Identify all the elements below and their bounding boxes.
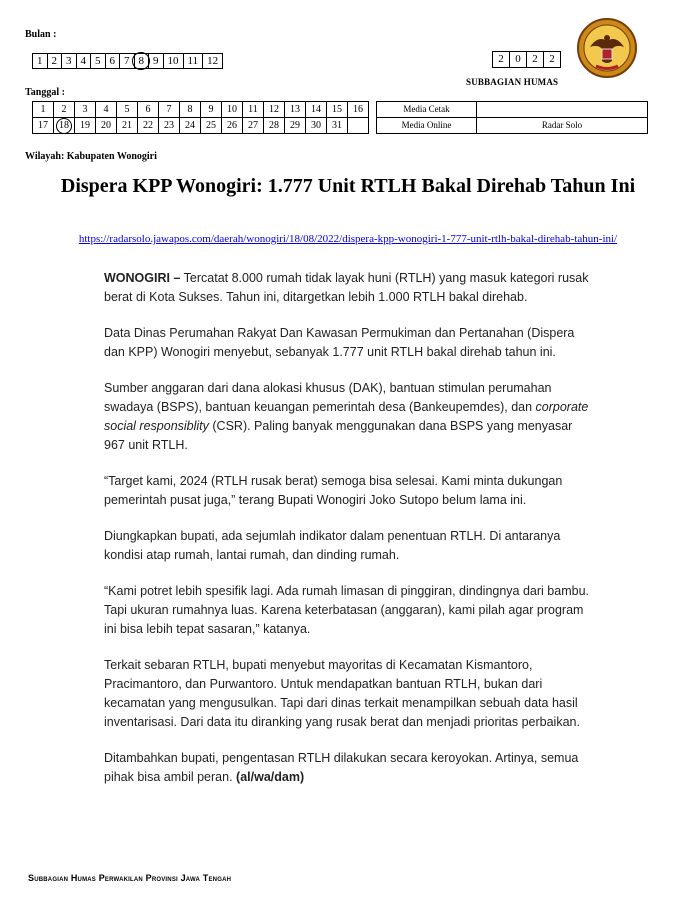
date-cell: 31 (327, 118, 348, 133)
date-cell: 30 (306, 118, 327, 133)
footer-text: Subbagian Humas Perwakilan Provinsi Jawa Tengah (28, 873, 232, 883)
wilayah-label: Wilayah: Kabupaten Wonogiri (25, 151, 157, 162)
article-paragraph: Terkait sebaran RTLH, bupati menyebut mayoritas di Kecamatan Kismantoro, Pracimantoro, dan Purwantoro. Untuk mendapatkan bantuan RTLH, bukan dari kecamatan yang mengusulkan. Tapi dari dinas terkait menampilkan sebuah data hasil inventarisasi. Dari data itu diranking yang rusak berat dan menjadi prioritas perbaikan. (104, 658, 580, 729)
article-url-link[interactable]: https://radarsolo.jawapos.com/daerah/wonogiri/18/08/2022/dispera-kpp-wonogiri-1-777-unit-rtlh-bakal-direhab-tahun-ini/ (78, 233, 618, 245)
date-cell: 3 (75, 102, 96, 117)
month-cell: 10 (164, 54, 184, 68)
date-cell: 21 (117, 118, 138, 133)
month-cell: 2 (48, 54, 63, 68)
article-body (104, 269, 592, 804)
bulan-label: Bulan : (25, 29, 57, 40)
date-cell-selected: 18 (54, 118, 75, 133)
year-digit: 2 (549, 53, 555, 65)
paragraph-text: Sumber anggaran dari dana alokasi khusus (DAK), bantuan stimulan perumahan swadaya (BSPS), bantuan keuangan pemerintah desa (Bankeupemdes), dan (104, 381, 552, 414)
article-paragraph: “Target kami, 2024 (RTLH rusak berat) semoga bisa selesai. Kami minta dukungan pemerintah pusat juga,” terang Bupati Wonogiri Joko Sutopo belum lama ini. (104, 474, 563, 507)
paragraph-text: Tercatat 8.000 rumah tidak layak huni (RTLH) yang masuk kategori rusak berat di Kota Sukses. Tahun ini, ditargetkan lebih 1.000 RTLH bakal direhab. (104, 271, 589, 304)
year-digit: 0 (510, 52, 527, 67)
date-cell: 17 (33, 118, 54, 133)
date-cell: 22 (138, 118, 159, 133)
italic-term: corporate social responsiblity (104, 400, 589, 433)
month-cell: 5 (91, 54, 106, 68)
humas-label: SUBBAGIAN HUMAS (466, 77, 559, 87)
month-cell: 9 (149, 54, 164, 68)
date-cell: 27 (243, 118, 264, 133)
date-cell: 9 (201, 102, 222, 117)
date-cell: 13 (285, 102, 306, 117)
date-cell: 6 (138, 102, 159, 117)
date-cell: 20 (96, 118, 117, 133)
date-cell: 12 (264, 102, 285, 117)
date-cell: 10 (222, 102, 243, 117)
year-box (492, 51, 561, 68)
article-paragraph (104, 749, 592, 787)
date-cell: 7 (159, 102, 180, 117)
year-digit: 2 (527, 52, 544, 67)
year-digit: 2 (493, 52, 510, 67)
month-cell: 3 (62, 54, 77, 68)
date-cell (348, 118, 368, 133)
date-cell: 1 (33, 102, 54, 117)
month-cell: 7 (120, 54, 135, 68)
month-row (32, 53, 223, 69)
date-cell: 4 (96, 102, 117, 117)
author-credit: (al/wa/dam) (236, 770, 305, 784)
article-paragraph: “Kami potret lebih spesifik lagi. Ada rumah limasan di pinggiran, dindingnya dari bambu. Tapi ukuran rumahnya luas. Karena keterbatasan (anggaran), kami pilah agar program ini bisa lebih tepat sasaran,” katanya. (104, 584, 589, 636)
article-paragraph: Data Dinas Perumahan Rakyat Dan Kawasan Permukiman dan Pertanahan (Dispera dan KPP) Wonogiri menyebut, sebanyak 1.777 unit RTLH bakal direhab tahun ini. (104, 326, 575, 359)
dateline: WONOGIRI – (104, 271, 181, 285)
media-cetak-label: Media Cetak (377, 102, 477, 118)
paragraph-text: Ditambahkan bupati, pengentasan RTLH dilakukan secara keroyokan. Artinya, semua pihak bisa ambil peran. (104, 751, 579, 784)
article-title: Dispera KPP Wonogiri: 1.777 Unit RTLH Bakal Direhab Tahun Ini (60, 175, 636, 197)
date-cell: 23 (159, 118, 180, 133)
media-online-value: Radar Solo (477, 118, 648, 134)
date-cell: 29 (285, 118, 306, 133)
garuda-emblem-icon (576, 17, 638, 79)
date-cell: 5 (117, 102, 138, 117)
date-cell: 14 (306, 102, 327, 117)
date-grid (32, 101, 369, 134)
media-table (376, 101, 648, 134)
date-cell: 26 (222, 118, 243, 133)
month-cell-selected: 8 (135, 54, 150, 68)
article-paragraph (104, 379, 592, 455)
month-cell: 12 (207, 55, 219, 67)
date-cell: 2 (54, 102, 75, 117)
month-cell: 11 (184, 54, 204, 68)
month-cell: 1 (33, 54, 48, 68)
date-cell: 15 (327, 102, 348, 117)
article-paragraph: Diungkapkan bupati, ada sejumlah indikator dalam penentuan RTLH. Di antaranya kondisi atap rumah, lantai rumah, dan dinding rumah. (104, 529, 561, 562)
date-cell: 11 (243, 102, 264, 117)
tanggal-label: Tanggal : (25, 87, 65, 98)
media-cetak-value (477, 102, 648, 118)
date-cell: 25 (201, 118, 222, 133)
date-cell: 24 (180, 118, 201, 133)
media-online-label: Media Online (377, 118, 477, 134)
paragraph-text: (CSR). Paling banyak menggunakan dana BSPS yang menyasar 967 unit RTLH. (104, 419, 573, 452)
article-paragraph (104, 269, 592, 307)
date-cell: 16 (353, 104, 363, 115)
month-cell: 4 (77, 54, 92, 68)
month-cell: 6 (106, 54, 121, 68)
date-cell: 28 (264, 118, 285, 133)
date-cell: 19 (75, 118, 96, 133)
date-cell: 8 (180, 102, 201, 117)
